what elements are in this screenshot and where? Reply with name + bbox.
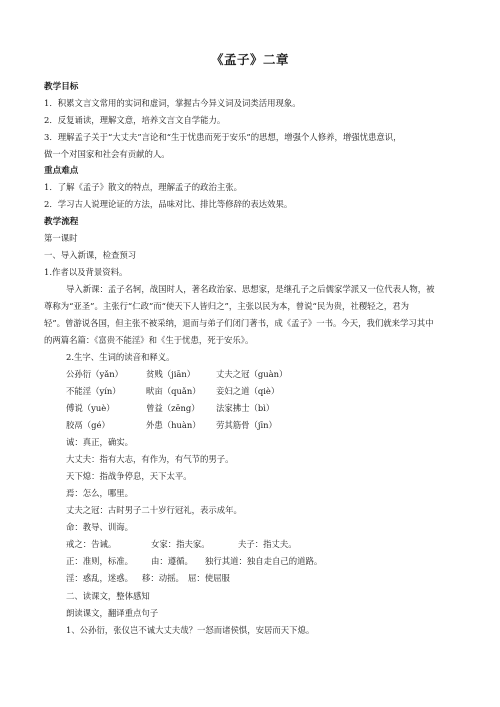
definition-line: 天下熄：指战争停息，天下太平。 [66, 471, 192, 481]
pronunciation-cell: 妾妇之道（qiè） [216, 386, 280, 396]
key-point-1: 1．了解《孟子》散文的特点，理解孟子的政治主张。 [44, 182, 242, 192]
definition-cell: 女家：指夫家。 [151, 539, 210, 549]
definition-line: 诚：真正，确实。 [66, 437, 133, 447]
goal-item-1: 1．积累文言文常用的实词和虚词，掌握古今异义词及词类活用现象。 [44, 98, 301, 108]
definition-cell: 夫子：指丈夫。 [238, 539, 297, 549]
pronunciation-cell: 丈夫之冠（guàn） [216, 369, 288, 379]
definition-line: 焉：怎么，哪里。 [66, 488, 133, 498]
definition-cell: 正：准则，标准。 [66, 556, 133, 566]
definition-line: 大丈夫：指有大志，有作为，有气节的男子。 [66, 454, 234, 464]
process-heading: 教学流程 [44, 217, 79, 227]
pronunciation-cell: 法家拂士（bì） [216, 403, 275, 413]
sentence-1: 1、公孙衍，张仪岂不诚大丈夫哉？一怒而诸侯惧，安居而天下熄。 [66, 625, 315, 635]
goal-item-2: 2．反复诵读，理解文意，培养文言文自学能力。 [44, 115, 226, 125]
definition-cell: 由：遵循。 [151, 556, 193, 566]
goals-heading: 教学目标 [44, 82, 79, 92]
goal-item-3: 3．理解孟子关于“大丈夫”言论和“生于忧患而死于安乐”的思想，增强个人修养，增强忧患意识， [44, 132, 402, 142]
pronunciation-cell: 曾益（zēng） [146, 403, 200, 413]
sub3-heading: 朗读课文，翻译重点句子 [66, 608, 159, 618]
sub1-heading: 1.作者以及背景资料。 [44, 267, 128, 277]
definition-line: 命：教导、训诲。 [66, 522, 133, 532]
definition-cell: 淫：惑乱，迷惑。 [66, 573, 133, 583]
pronunciation-cell: 胶鬲（gé） [66, 420, 110, 430]
lesson-label: 第一课时 [44, 233, 78, 243]
pronunciation-cell: 畎亩（quǎn） [146, 386, 201, 396]
pronunciation-cell: 劳其筋骨（jīn） [216, 420, 277, 430]
pronunciation-cell: 傅说（yuè） [66, 403, 115, 413]
key-points-heading: 重点难点 [44, 166, 79, 176]
page-title: 《孟子》二章 [210, 52, 289, 67]
pronunciation-cell: 不能淫（yín） [66, 386, 121, 396]
step1-heading: 一、导入新课，检查预习 [44, 250, 137, 260]
definition-cell: 戒之：告诫。 [66, 539, 117, 549]
key-point-2: 2．学习古人说理论证的方法，品味对比、排比等修辞的表达效果。 [44, 199, 293, 209]
pronunciation-cell: 外患（huàn） [146, 420, 201, 430]
pronunciation-cell: 公孙衍（yǎn） [66, 369, 123, 379]
definition-line: 丈夫之冠：古时男子二十岁行冠礼，表示成年。 [66, 505, 242, 515]
sub2-heading: 2.生字、生词的读音和释义。 [66, 352, 175, 362]
definition-cell: 独行其道：独自走自己的道路。 [205, 556, 323, 566]
pronunciation-cell: 贫贱（jiān） [146, 369, 196, 379]
intro-line-4: 的两篇名篇：《富贵不能淫》和《生于忧患，死于安乐》。 [44, 335, 254, 345]
goal-item-3-cont: 做一个对国家和社会有贡献的人。 [44, 149, 170, 159]
step2-heading: 二、读课文，整体感知 [66, 591, 150, 601]
intro-line-1: 导入新课：孟子名轲，战国时人，著名政治家、思想家，是继孔子之后儒家学派又一位代表人物，被 [66, 284, 435, 294]
intro-line-2: 尊称为“亚圣”。主张行“仁政”而“使天下人皆归之”，主张以民为本，曾说“民为贵，社稷轻之，君为 [44, 301, 409, 311]
definition-cell: 屈：使屈服 [188, 573, 230, 583]
definition-cell: 移：动摇。 [142, 573, 184, 583]
intro-line-3: 轻”。曾游说各国，但主张不被采纳，退而与弟子们闭门著书，成《孟子》一书。今天，我们就来学习其中 [44, 318, 434, 328]
